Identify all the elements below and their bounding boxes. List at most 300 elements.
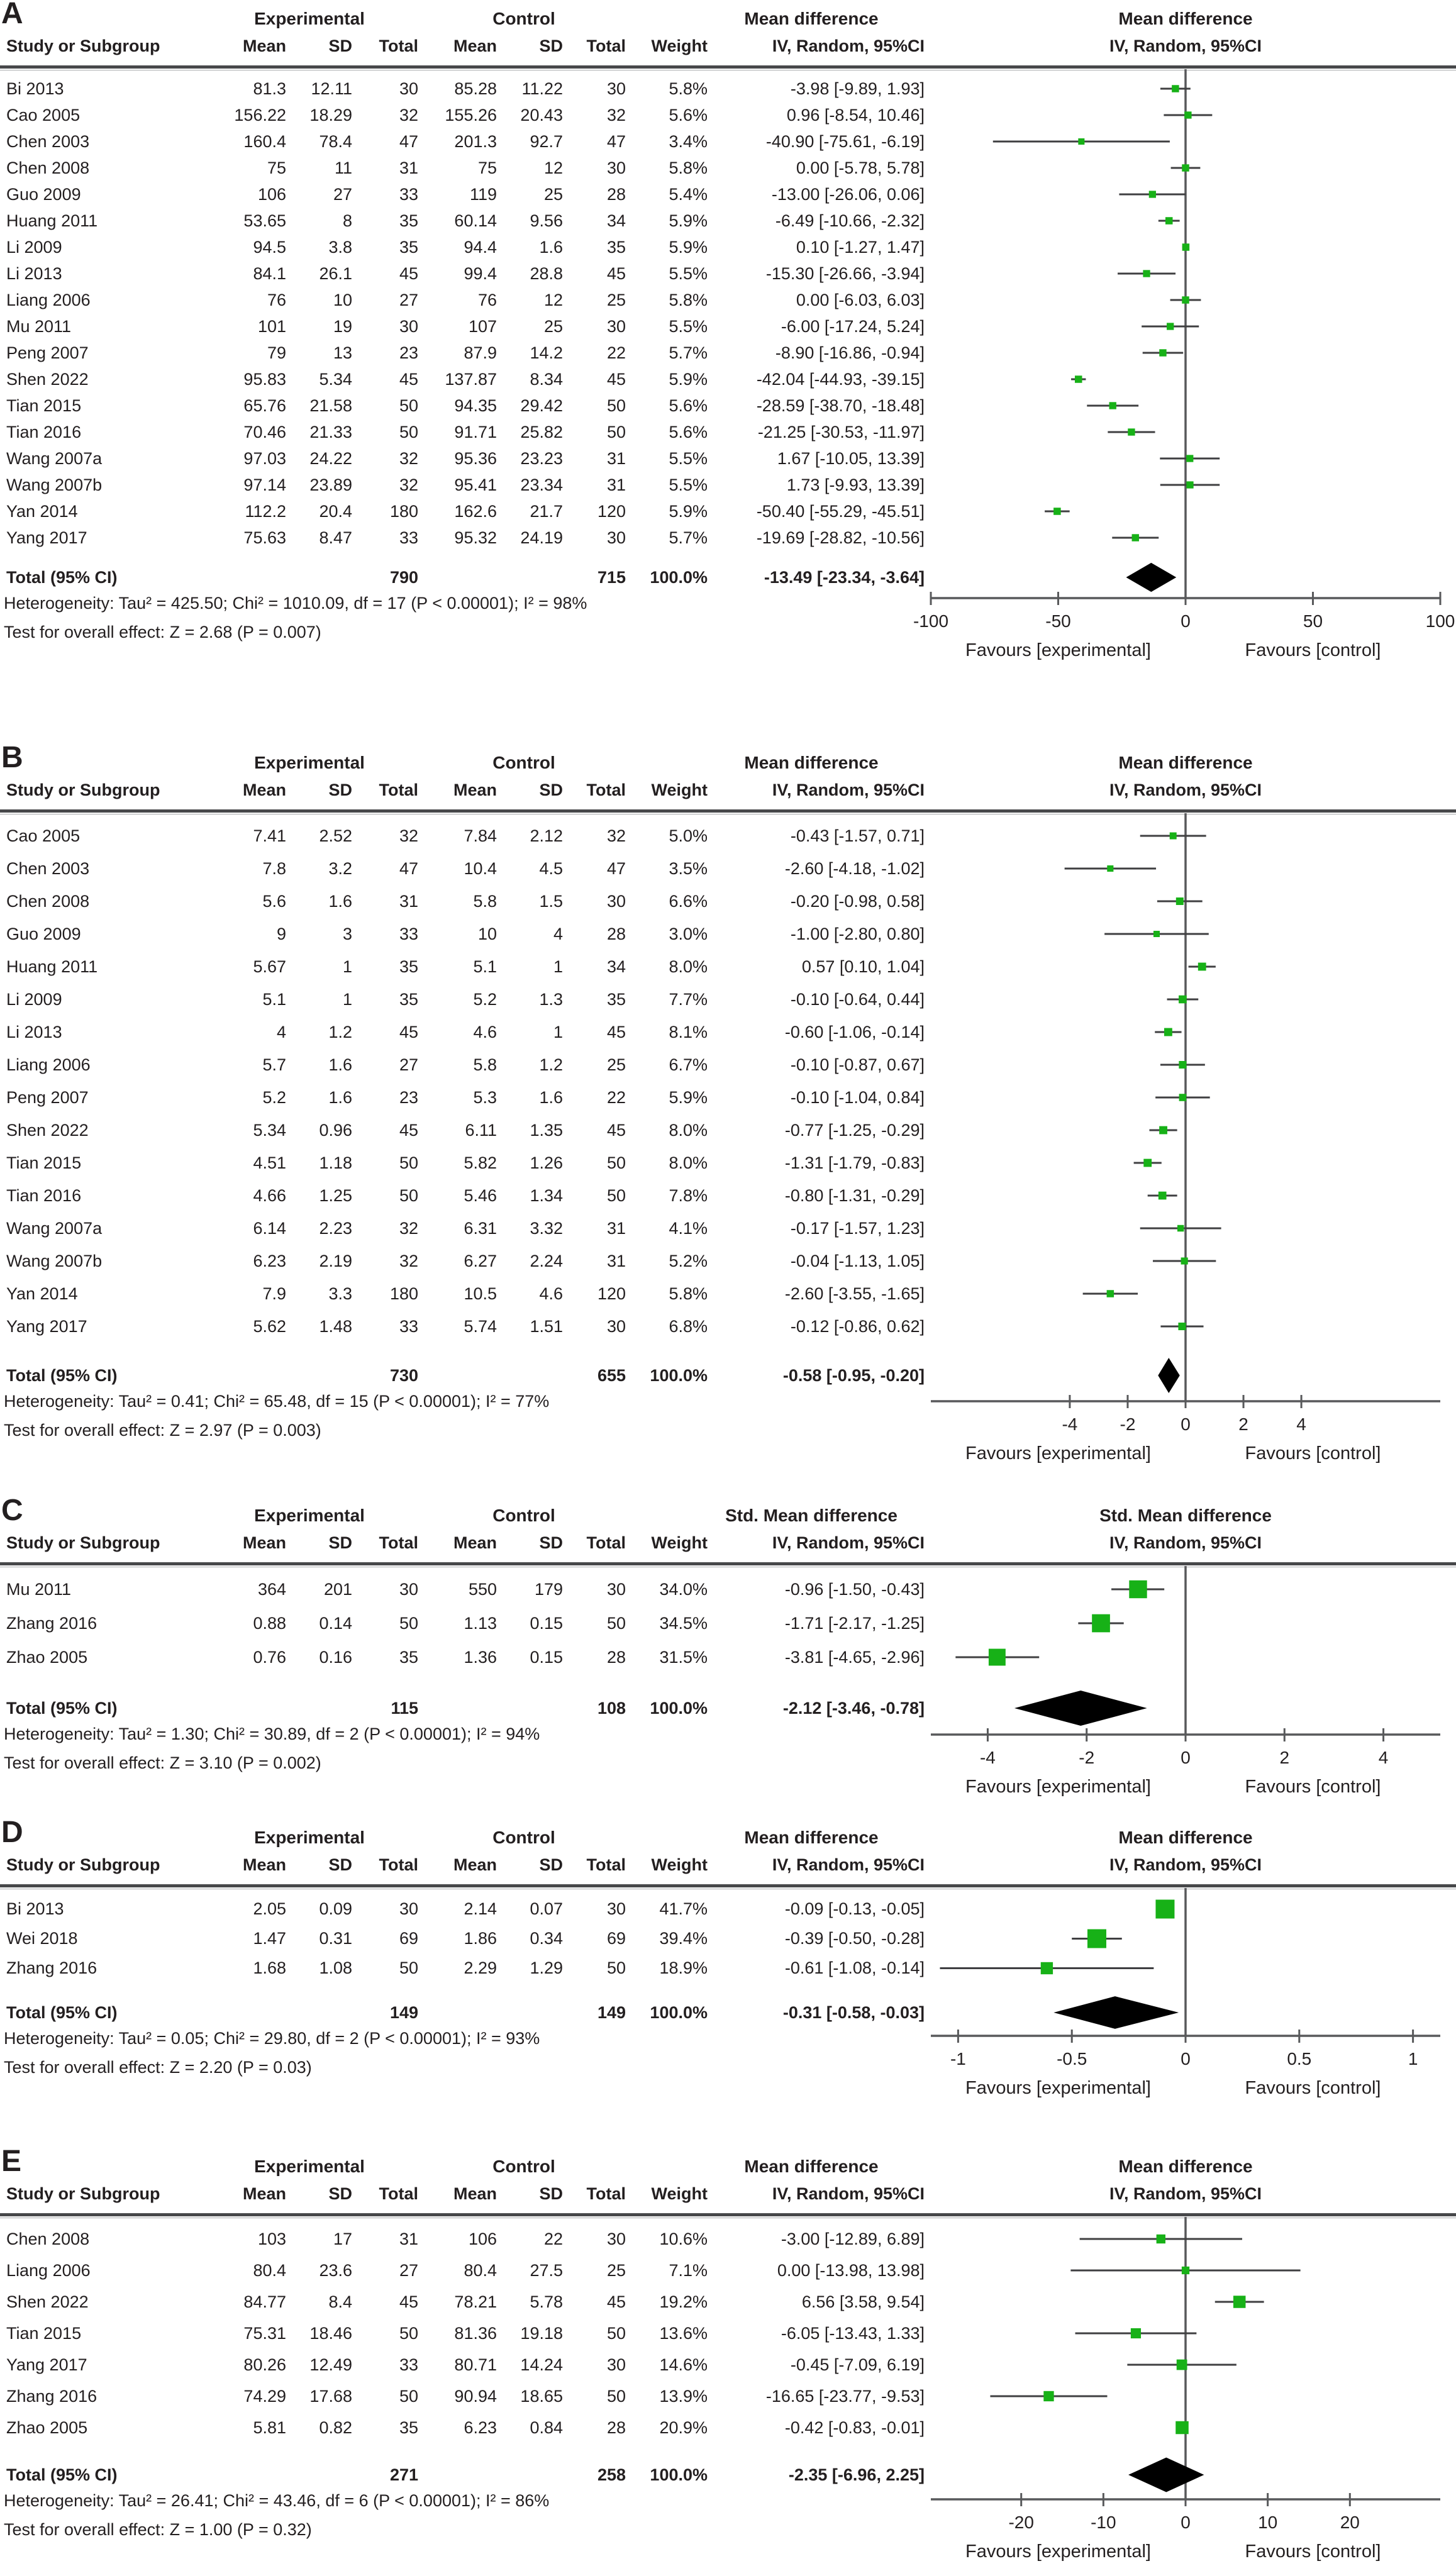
effect-ci: -16.65 [-23.77, -9.53]	[765, 2387, 925, 2406]
axis-tick-label: 1	[1408, 2049, 1418, 2069]
effect-square	[1132, 534, 1139, 541]
col-exp-mean: Mean	[242, 1855, 286, 1874]
weight: 7.1%	[669, 2261, 708, 2280]
weight: 3.4%	[669, 132, 708, 151]
col-ctl-total: Total	[586, 1533, 626, 1552]
exp-total: 33	[399, 925, 418, 943]
axis-tick-label: -20	[1008, 2513, 1034, 2532]
ctl-total: 31	[606, 475, 626, 494]
total-weight: 100.0%	[650, 568, 708, 587]
exp-total: 30	[399, 1899, 418, 1918]
ctl-sd: 25	[543, 317, 563, 336]
plot-subtitle: IV, Random, 95%CI	[1109, 1855, 1262, 1874]
study-name: Zhang 2016	[6, 1614, 97, 1633]
effect-ci: -6.49 [-10.66, -2.32]	[775, 211, 925, 230]
ctl-sd: 18.65	[520, 2387, 563, 2406]
study-name: Li 2009	[6, 238, 62, 257]
exp-sd: 0.96	[319, 1121, 352, 1140]
ctl-mean: 5.74	[464, 1317, 497, 1336]
ctl-total: 30	[606, 158, 626, 177]
ctl-mean: 85.28	[454, 79, 497, 98]
exp-sd: 11	[334, 158, 352, 177]
total-weight: 100.0%	[650, 1699, 708, 1718]
exp-total: 50	[399, 1153, 418, 1172]
ctl-total: 30	[606, 1899, 626, 1918]
exp-total: 23	[399, 343, 418, 362]
weight: 19.2%	[659, 2292, 708, 2311]
exp-total: 33	[399, 2355, 418, 2374]
exp-mean: 75	[267, 158, 286, 177]
col-exp-total: Total	[379, 2184, 418, 2203]
effect-ci: -2.60 [-4.18, -1.02]	[784, 859, 925, 878]
effect-ci: -8.90 [-16.86, -0.94]	[775, 343, 925, 362]
favours-left-label: Favours [experimental]	[965, 640, 1151, 660]
ctl-mean: 6.31	[464, 1219, 497, 1238]
weight: 4.1%	[669, 1219, 708, 1238]
exp-mean: 9	[276, 925, 286, 943]
col-exp-total: Total	[379, 780, 418, 799]
exp-mean: 76	[267, 291, 286, 309]
effect-ci: 0.00 [-5.78, 5.78]	[796, 158, 925, 177]
effect-square	[1177, 2360, 1187, 2370]
ctl-mean: 2.29	[464, 1958, 497, 1977]
ctl-mean: 10	[477, 925, 497, 943]
col-ctl-mean: Mean	[453, 36, 497, 55]
exp-sd: 2.52	[319, 826, 352, 845]
effect-square	[1170, 833, 1177, 840]
study-name: Wang 2007b	[6, 1252, 103, 1270]
col-ctl-sd: SD	[539, 2184, 563, 2203]
ctl-total: 32	[606, 106, 626, 125]
effect-square	[1177, 1225, 1184, 1231]
ctl-mean: 90.94	[454, 2387, 497, 2406]
effect-square	[1179, 1094, 1187, 1101]
total-ci: -2.12 [-3.46, -0.78]	[782, 1699, 925, 1718]
ctl-mean: 91.71	[454, 423, 497, 442]
axis-tick-label: -4	[979, 1748, 996, 1767]
effect-ci: -6.05 [-13.43, 1.33]	[781, 2324, 925, 2343]
ctl-mean: 201.3	[454, 132, 497, 151]
effect-square	[1043, 2391, 1053, 2401]
study-name: Chen 2003	[6, 859, 90, 878]
ctl-total: 47	[606, 859, 626, 878]
effect-square	[1159, 1126, 1167, 1135]
exp-sd: 1.25	[319, 1186, 352, 1205]
weight: 5.6%	[669, 423, 708, 442]
study-name: Tian 2015	[6, 396, 82, 415]
ctl-sd: 1.6	[539, 238, 563, 257]
group-header-experimental: Experimental	[254, 9, 365, 28]
forest-panel-c	[0, 1494, 1456, 1820]
exp-total: 35	[399, 957, 418, 976]
ctl-sd: 4.5	[539, 859, 563, 878]
ctl-mean: 10.4	[464, 859, 497, 878]
exp-mean: 7.9	[262, 1284, 286, 1303]
effect-ci: -19.69 [-28.82, -10.56]	[756, 528, 925, 547]
ctl-sd: 12	[543, 158, 563, 177]
exp-sd: 5.34	[319, 370, 352, 389]
plot-subtitle: IV, Random, 95%CI	[1109, 2184, 1262, 2203]
exp-sd: 8	[342, 211, 352, 230]
study-name: Wang 2007a	[6, 1219, 103, 1238]
study-name: Shen 2022	[6, 2292, 89, 2311]
col-effect-model: IV, Random, 95%CI	[772, 1855, 925, 1874]
total-ctl-n: 655	[597, 1366, 626, 1385]
effect-square	[1198, 963, 1206, 971]
effect-ci: -0.61 [-1.08, -0.14]	[784, 1958, 925, 1977]
exp-total: 35	[399, 2418, 418, 2437]
effect-ci: -3.00 [-12.89, 6.89]	[781, 2230, 925, 2248]
exp-total: 45	[399, 370, 418, 389]
ctl-mean: 94.4	[464, 238, 497, 257]
effect-ci: -3.98 [-9.89, 1.93]	[790, 79, 925, 98]
study-name: Huang 2011	[6, 211, 98, 230]
effect-square	[1182, 296, 1189, 303]
effect-square	[1184, 111, 1191, 118]
effect-square	[1233, 2296, 1246, 2308]
effect-square	[1149, 191, 1156, 197]
exp-sd: 10	[333, 291, 352, 309]
effect-ci: -13.00 [-26.06, 0.06]	[771, 185, 925, 204]
study-name: Peng 2007	[6, 1088, 89, 1107]
group-header-experimental: Experimental	[254, 2157, 365, 2176]
ctl-mean: 99.4	[464, 264, 497, 283]
effect-ci: -1.00 [-2.80, 0.80]	[790, 925, 925, 943]
ctl-sd: 12	[543, 291, 563, 309]
ctl-sd: 1.5	[539, 892, 563, 911]
ctl-sd: 0.15	[530, 1648, 563, 1667]
ctl-mean: 75	[477, 158, 497, 177]
ctl-mean: 2.14	[464, 1899, 497, 1918]
effect-column-title: Mean difference	[744, 753, 879, 772]
axis-tick-label: -10	[1091, 2513, 1116, 2532]
total-diamond	[1053, 1996, 1179, 2029]
exp-mean: 103	[257, 2230, 286, 2248]
effect-ci: -0.39 [-0.50, -0.28]	[784, 1929, 925, 1948]
weight: 8.1%	[669, 1023, 708, 1041]
heterogeneity-text: Heterogeneity: Tau² = 26.41; Chi² = 43.46, df = 6 (P < 0.00001); I² = 86%	[4, 2491, 550, 2510]
exp-sd: 12.49	[309, 2355, 352, 2374]
ctl-sd: 0.07	[530, 1899, 563, 1918]
exp-mean: 65.76	[243, 396, 286, 415]
ctl-sd: 1.34	[530, 1186, 563, 1205]
ctl-total: 50	[606, 1614, 626, 1633]
col-ctl-mean: Mean	[453, 1533, 497, 1552]
weight: 31.5%	[659, 1648, 708, 1667]
effect-square	[1182, 2267, 1189, 2274]
axis-tick-label: -100	[913, 611, 949, 631]
exp-mean: 81.3	[253, 79, 286, 98]
col-exp-sd: SD	[328, 780, 352, 799]
exp-mean: 84.1	[253, 264, 286, 283]
exp-sd: 1.08	[319, 1958, 352, 1977]
effect-ci: 0.00 [-6.03, 6.03]	[796, 291, 925, 309]
exp-sd: 0.14	[319, 1614, 352, 1633]
exp-sd: 18.46	[309, 2324, 352, 2343]
exp-mean: 5.1	[262, 990, 286, 1009]
weight: 34.0%	[659, 1580, 708, 1599]
ctl-mean: 95.36	[454, 449, 497, 468]
effect-square	[1159, 349, 1166, 356]
exp-total: 33	[399, 1317, 418, 1336]
exp-total: 23	[399, 1088, 418, 1107]
panel-label-text: D	[1, 1816, 23, 1849]
study-name: Yan 2014	[6, 502, 78, 521]
effect-ci: -50.40 [-55.29, -45.51]	[756, 502, 925, 521]
effect-ci: -21.25 [-30.53, -11.97]	[757, 423, 925, 442]
weight: 18.9%	[659, 1958, 708, 1977]
effect-square	[1167, 323, 1174, 330]
ctl-sd: 1.2	[539, 1055, 563, 1074]
effect-square	[1165, 217, 1173, 225]
ctl-total: 28	[606, 2418, 626, 2437]
weight: 20.9%	[659, 2418, 708, 2437]
exp-sd: 1.6	[328, 892, 352, 911]
effect-square	[1143, 270, 1150, 277]
col-exp-sd: SD	[328, 1533, 352, 1552]
study-name: Chen 2008	[6, 892, 90, 911]
exp-mean: 1.47	[253, 1929, 286, 1948]
effect-square	[1159, 1192, 1167, 1200]
col-exp-sd: SD	[328, 36, 352, 55]
ctl-sd: 1.29	[530, 1958, 563, 1977]
ctl-sd: 179	[534, 1580, 563, 1599]
weight: 13.6%	[659, 2324, 708, 2343]
exp-mean: 364	[257, 1580, 286, 1599]
favours-right-label: Favours [control]	[1245, 1777, 1381, 1797]
ctl-mean: 1.86	[464, 1929, 497, 1948]
weight: 7.8%	[669, 1186, 708, 1205]
exp-total: 32	[399, 106, 418, 125]
ctl-mean: 6.11	[465, 1121, 497, 1140]
exp-total: 50	[399, 1186, 418, 1205]
col-exp-sd: SD	[328, 1855, 352, 1874]
weight: 5.5%	[669, 264, 708, 283]
exp-total: 35	[399, 238, 418, 257]
exp-total: 50	[399, 423, 418, 442]
weight: 5.8%	[669, 1284, 708, 1303]
weight: 5.2%	[669, 1252, 708, 1270]
heterogeneity-text: Heterogeneity: Tau² = 0.05; Chi² = 29.80, df = 2 (P < 0.00001); I² = 93%	[4, 2029, 540, 2048]
ctl-sd: 0.34	[530, 1929, 563, 1948]
ctl-mean: 137.87	[445, 370, 497, 389]
ctl-total: 30	[606, 2355, 626, 2374]
ctl-sd: 14.24	[520, 2355, 563, 2374]
axis-tick-label: 0	[1181, 1748, 1191, 1767]
effect-ci: -40.90 [-75.61, -6.19]	[765, 132, 925, 151]
ctl-mean: 80.4	[464, 2261, 497, 2280]
exp-mean: 74.29	[243, 2387, 286, 2406]
weight: 5.6%	[669, 106, 708, 125]
axis-tick-label: 50	[1303, 611, 1323, 631]
group-header-control: Control	[492, 9, 555, 28]
weight: 14.6%	[659, 2355, 708, 2374]
exp-sd: 201	[323, 1580, 352, 1599]
exp-total: 180	[389, 502, 418, 521]
forest-panel-e	[0, 2145, 1456, 2566]
effect-ci: -0.45 [-7.09, 6.19]	[790, 2355, 925, 2374]
effect-ci: 1.73 [-9.93, 13.39]	[786, 475, 925, 494]
ctl-mean: 5.2	[473, 990, 497, 1009]
exp-sd: 13	[333, 343, 352, 362]
exp-sd: 17.68	[309, 2387, 352, 2406]
weight: 6.6%	[669, 892, 708, 911]
weight: 5.0%	[669, 826, 708, 845]
effect-ci: -3.81 [-4.65, -2.96]	[784, 1648, 925, 1667]
ctl-sd: 3.32	[530, 1219, 563, 1238]
col-study: Study or Subgroup	[6, 2184, 160, 2203]
effect-square	[1179, 996, 1187, 1004]
ctl-total: 32	[606, 826, 626, 845]
total-diamond	[1128, 2458, 1204, 2492]
ctl-sd: 1.26	[530, 1153, 563, 1172]
ctl-total: 25	[606, 291, 626, 309]
weight: 5.5%	[669, 475, 708, 494]
axis-tick-label: 0	[1181, 1414, 1191, 1434]
effect-square	[1182, 243, 1190, 251]
exp-sd: 23.89	[309, 475, 352, 494]
col-ctl-mean: Mean	[453, 1855, 497, 1874]
ctl-mean: 5.1	[473, 957, 497, 976]
ctl-sd: 25	[543, 185, 563, 204]
study-name: Liang 2006	[6, 1055, 91, 1074]
exp-mean: 106	[257, 185, 286, 204]
exp-sd: 1	[342, 990, 352, 1009]
effect-ci: -0.04 [-1.13, 1.05]	[790, 1252, 925, 1270]
exp-mean: 4.51	[253, 1153, 286, 1172]
effect-square	[1107, 865, 1113, 872]
ctl-sd: 1.35	[530, 1121, 563, 1140]
ctl-mean: 106	[468, 2230, 497, 2248]
heterogeneity-text: Heterogeneity: Tau² = 425.50; Chi² = 1010.09, df = 17 (P < 0.00001); I² = 98%	[4, 594, 587, 613]
col-ctl-total: Total	[586, 2184, 626, 2203]
ctl-mean: 5.8	[473, 892, 497, 911]
ctl-total: 30	[606, 1317, 626, 1336]
effect-square	[1186, 481, 1193, 488]
total-exp-n: 790	[389, 568, 418, 587]
exp-mean: 70.46	[243, 423, 286, 442]
effect-square	[989, 1649, 1006, 1666]
plot-subtitle: IV, Random, 95%CI	[1109, 36, 1262, 55]
study-name: Tian 2016	[6, 423, 82, 442]
exp-total: 50	[399, 1958, 418, 1977]
total-ci: -13.49 [-23.34, -3.64]	[764, 568, 925, 587]
exp-mean: 0.88	[253, 1614, 286, 1633]
effect-ci: -6.00 [-17.24, 5.24]	[781, 317, 925, 336]
weight: 6.8%	[669, 1317, 708, 1336]
axis-tick-label: 0	[1181, 611, 1191, 631]
axis-tick-label: -0.5	[1057, 2049, 1087, 2069]
group-header-control: Control	[492, 1828, 555, 1847]
ctl-mean: 4.6	[473, 1023, 497, 1041]
total-label: Total (95% CI)	[6, 2002, 118, 2022]
ctl-total: 34	[606, 957, 626, 976]
exp-total: 180	[389, 1284, 418, 1303]
ctl-sd: 2.12	[530, 826, 563, 845]
effect-square	[1178, 1323, 1186, 1330]
ctl-total: 45	[606, 370, 626, 389]
ctl-total: 50	[606, 1153, 626, 1172]
ctl-total: 45	[606, 2292, 626, 2311]
effect-ci: 0.10 [-1.27, 1.47]	[796, 238, 925, 257]
axis-tick-label: -1	[950, 2049, 966, 2069]
effect-ci: -28.59 [-38.70, -18.48]	[756, 396, 925, 415]
exp-sd: 18.29	[309, 106, 352, 125]
ctl-sd: 20.43	[520, 106, 563, 125]
forest-plot-canvas	[0, 0, 1456, 684]
ctl-mean: 1.13	[464, 1614, 497, 1633]
axis-tick-label: 2	[1238, 1414, 1248, 1434]
exp-total: 50	[399, 2387, 418, 2406]
ctl-total: 47	[606, 132, 626, 151]
exp-mean: 7.41	[253, 826, 286, 845]
ctl-sd: 0.84	[530, 2418, 563, 2437]
plot-title: Mean difference	[1118, 2157, 1253, 2176]
study-name: Li 2013	[6, 264, 62, 283]
col-exp-sd: SD	[328, 2184, 352, 2203]
ctl-total: 31	[606, 449, 626, 468]
study-name: Cao 2005	[6, 826, 81, 845]
exp-sd: 78.4	[319, 132, 352, 151]
col-exp-mean: Mean	[242, 780, 286, 799]
ctl-total: 35	[606, 238, 626, 257]
study-name: Yang 2017	[6, 2355, 87, 2374]
study-name: Tian 2015	[6, 2324, 82, 2343]
exp-mean: 80.4	[253, 2261, 286, 2280]
effect-ci: -0.10 [-1.04, 0.84]	[790, 1088, 925, 1107]
ctl-sd: 4.6	[539, 1284, 563, 1303]
ctl-sd: 23.23	[520, 449, 563, 468]
ctl-total: 35	[606, 990, 626, 1009]
effect-ci: -2.60 [-3.55, -1.65]	[784, 1284, 925, 1303]
exp-mean: 79	[267, 343, 286, 362]
ctl-mean: 7.84	[464, 826, 497, 845]
group-header-experimental: Experimental	[254, 1506, 365, 1525]
col-ctl-total: Total	[586, 1855, 626, 1874]
exp-total: 32	[399, 449, 418, 468]
plot-title: Mean difference	[1118, 753, 1253, 772]
effect-square	[1075, 375, 1082, 383]
ctl-sd: 92.7	[530, 132, 563, 151]
forest-plot-canvas	[0, 744, 1456, 1487]
study-name: Liang 2006	[6, 291, 91, 309]
study-name: Chen 2003	[6, 132, 90, 151]
exp-mean: 5.67	[253, 957, 286, 976]
axis-tick-label: 10	[1258, 2513, 1278, 2532]
study-name: Chen 2008	[6, 158, 90, 177]
weight: 5.9%	[669, 502, 708, 521]
ctl-sd: 27.5	[530, 2261, 563, 2280]
study-name: Cao 2005	[6, 106, 81, 125]
ctl-total: 30	[606, 528, 626, 547]
ctl-sd: 9.56	[530, 211, 563, 230]
total-weight: 100.0%	[650, 2002, 708, 2022]
overall-effect-text: Test for overall effect: Z = 2.97 (P = 0.003)	[4, 1421, 321, 1440]
ctl-sd: 1.51	[530, 1317, 563, 1336]
effect-square	[1175, 2421, 1189, 2435]
study-name: Huang 2011	[6, 957, 98, 976]
exp-total: 32	[399, 1252, 418, 1270]
exp-total: 30	[399, 317, 418, 336]
ctl-total: 22	[606, 343, 626, 362]
exp-total: 33	[399, 185, 418, 204]
weight: 3.0%	[669, 925, 708, 943]
panel-label-text: A	[1, 0, 23, 30]
weight: 3.5%	[669, 859, 708, 878]
favours-left-label: Favours [experimental]	[965, 1777, 1151, 1797]
study-name: Chen 2008	[6, 2230, 90, 2248]
study-name: Wang 2007a	[6, 449, 103, 468]
